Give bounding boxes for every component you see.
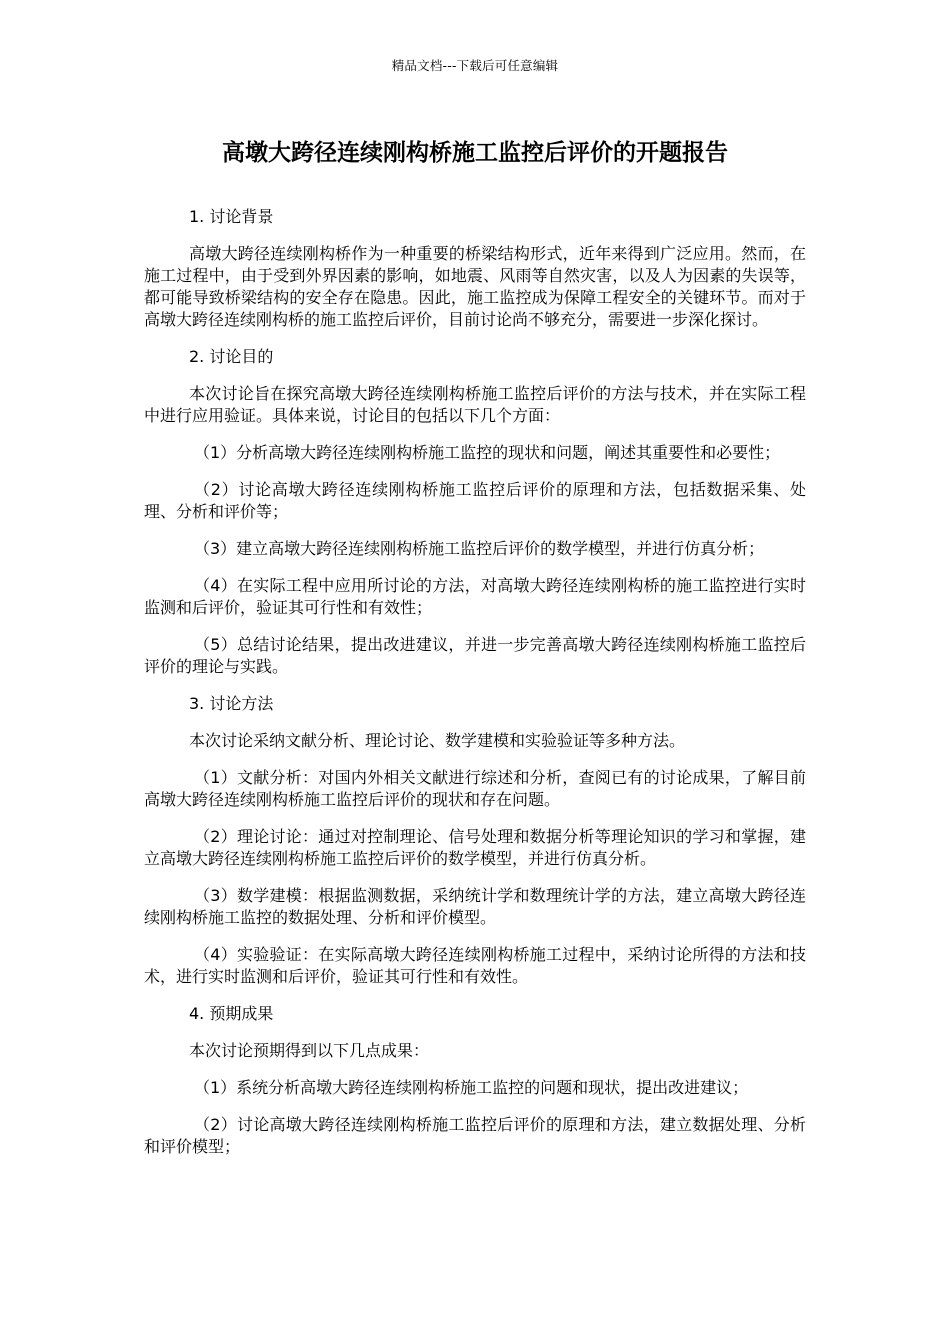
section-heading-methods: 3. 讨论方法: [189, 694, 274, 713]
list-item: （4）实验验证：在实际高墩大跨径连续刚构桥施工过程中，采纳讨论所得的方法和技术，进行实时监测和后评价，验证其可行性和有效性。: [144, 945, 806, 986]
list-item: （5）总结讨论结果，提出改进建议，并进一步完善高墩大跨径连续刚构桥施工监控后评价的理论与实践。: [144, 635, 806, 676]
document-body: [144, 206, 806, 1173]
list-item: （3）建立高墩大跨径连续刚构桥施工监控后评价的数学模型，并进行仿真分析；: [194, 539, 765, 558]
document-title: 高墩大跨径连续刚构桥施工监控后评价的开题报告: [222, 140, 728, 166]
paragraph-methods-intro: 本次讨论采纳文献分析、理论讨论、数学建模和实验验证等多种方法。: [189, 731, 686, 750]
list-item: （1）分析高墩大跨径连续刚构桥施工监控的现状和问题，阐述其重要性和必要性；: [194, 443, 781, 462]
list-item: （2）讨论高墩大跨径连续刚构桥施工监控后评价的原理和方法，建立数据处理、分析和评价模型；: [144, 1115, 806, 1156]
list-item: （3）数学建模：根据监测数据，采纳统计学和数理统计学的方法，建立高墩大跨径连续刚构桥施工监控的数据处理、分析和评价模型。: [144, 886, 806, 927]
paragraph-background: 高墩大跨径连续刚构桥作为一种重要的桥梁结构形式，近年来得到广泛应用。然而，在施工过程中，由于受到外界因素的影响，如地震、风雨等自然灾害，以及人为因素的失误等，都可能导致桥梁结构的安全存在隐患。因此，施工监控成为保障工程安全的关键环节。而对于高墩大跨径连续刚构桥的施工监控后评价，目前讨论尚不够充分，需要进一步深化探讨。: [144, 244, 806, 329]
section-heading-expected-results: 4. 预期成果: [189, 1004, 274, 1023]
section-heading-background: 1. 讨论背景: [189, 207, 274, 226]
list-item: （1）文献分析：对国内外相关文献进行综述和分析，查阅已有的讨论成果，了解目前高墩大跨径连续刚构桥施工监控后评价的现状和存在问题。: [144, 768, 806, 809]
list-item: （4）在实际工程中应用所讨论的方法，对高墩大跨径连续刚构桥的施工监控进行实时监测和后评价，验证其可行性和有效性；: [144, 576, 806, 617]
list-item: （1）系统分析高墩大跨径连续刚构桥施工监控的问题和现状，提出改进建议；: [194, 1078, 749, 1097]
page-header: 精品文档---下载后可任意编辑: [391, 58, 559, 73]
paragraph-results-intro: 本次讨论预期得到以下几点成果：: [189, 1041, 430, 1060]
section-heading-purpose: 2. 讨论目的: [189, 347, 274, 366]
paragraph-purpose-intro: 本次讨论旨在探究高墩大跨径连续刚构桥施工监控后评价的方法与技术，并在实际工程中进行应用验证。具体来说，讨论目的包括以下几个方面：: [144, 384, 806, 425]
list-item: （2）讨论高墩大跨径连续刚构桥施工监控后评价的原理和方法，包括数据采集、处理、分析和评价等；: [144, 480, 806, 521]
list-item: （2）理论讨论：通过对控制理论、信号处理和数据分析等理论知识的学习和掌握，建立高墩大跨径连续刚构桥施工监控后评价的数学模型，并进行仿真分析。: [144, 827, 806, 868]
